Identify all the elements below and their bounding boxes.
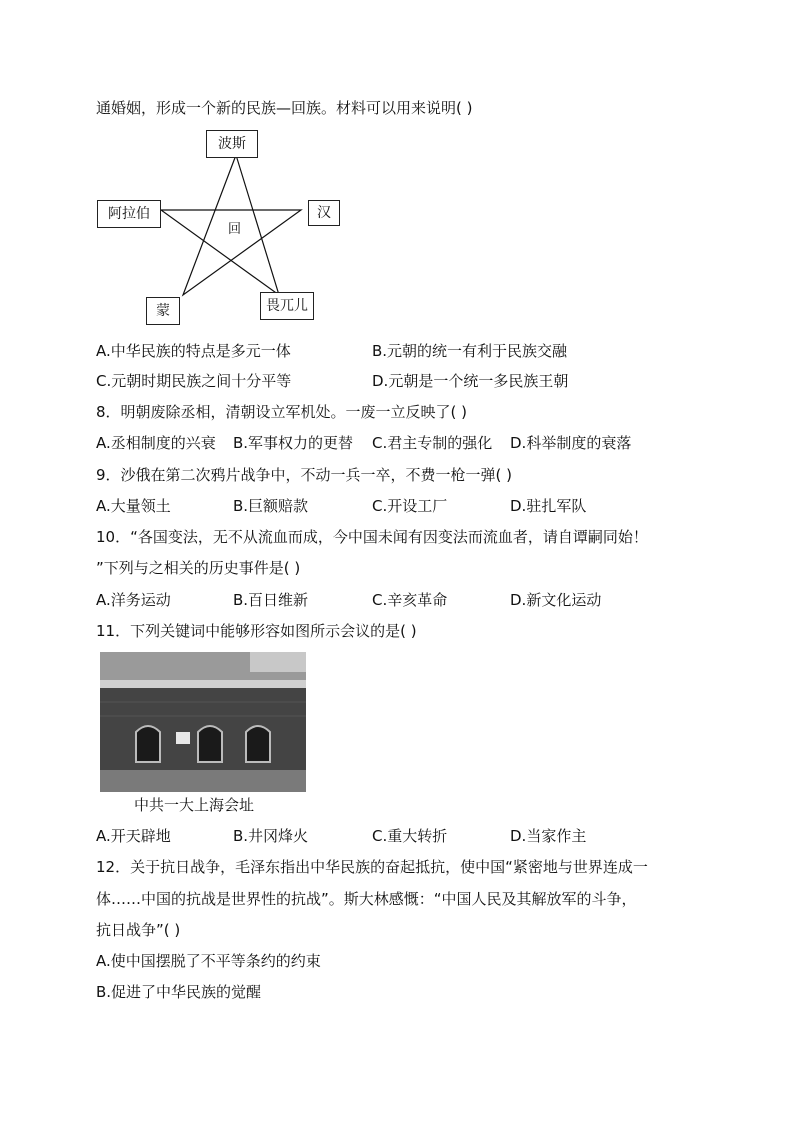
box-han: 汉 <box>308 200 340 226</box>
box-persia: 波斯 <box>206 130 258 158</box>
q7-option-d: D.元朝是一个统一多民族王朝 <box>372 372 569 390</box>
q9-option-d: D.驻扎军队 <box>510 497 587 515</box>
q10-stem-line1: 10．“各国变法，无不从流血而成，今中国未闻有因变法而流血者，请自谭嗣同始！ <box>96 528 648 546</box>
intro-text: 通婚姻，形成一个新的民族—回族。材料可以用来说明( ) <box>96 99 473 117</box>
q12-stem-line3: 抗日战争”( ) <box>96 921 181 939</box>
q11-option-d: D.当家作主 <box>510 827 587 845</box>
q8-stem: 8．明朝废除丞相，清朝设立军机处。一废一立反映了( ) <box>96 403 468 421</box>
q8-option-c: C.君主专制的强化 <box>372 434 493 452</box>
q10-stem-line2: ”下列与之相关的历史事件是( ) <box>96 559 301 577</box>
q11-option-c: C.重大转折 <box>372 827 448 845</box>
q7-option-b: B.元朝的统一有利于民族交融 <box>372 342 568 360</box>
q7-option-c: C.元朝时期民族之间十分平等 <box>96 372 292 390</box>
q10-option-b: B.百日维新 <box>233 591 309 609</box>
q7-option-a: A.中华民族的特点是多元一体 <box>96 342 291 360</box>
center-hui-label: 回 <box>228 222 242 237</box>
q12-stem-line2: 体……中国的抗战是世界性的抗战”。斯大林感慨：“中国人民及其解放军的斗争， <box>96 890 637 908</box>
congress-site-photo <box>100 652 306 792</box>
q12-option-a: A.使中国摆脱了不平等条约的约束 <box>96 952 321 970</box>
box-arab: 阿拉伯 <box>97 200 161 228</box>
q10-option-a: A.洋务运动 <box>96 591 171 609</box>
q9-option-a: A.大量领土 <box>96 497 171 515</box>
q12-option-b: B.促进了中华民族的觉醒 <box>96 983 262 1001</box>
box-mongol: 蒙 <box>146 297 180 325</box>
box-uighur: 畏兀儿 <box>260 292 314 320</box>
q10-option-d: D.新文化运动 <box>510 591 602 609</box>
q9-stem: 9．沙俄在第二次鸦片战争中，不动一兵一卒，不费一枪一弹( ) <box>96 466 513 484</box>
q9-option-c: C.开设工厂 <box>372 497 448 515</box>
q8-option-d: D.科举制度的衰落 <box>510 434 632 452</box>
q11-option-a: A.开天辟地 <box>96 827 171 845</box>
photo-caption: 中共一大上海会址 <box>134 796 255 814</box>
q10-option-c: C.辛亥革命 <box>372 591 448 609</box>
q11-option-b: B.井冈烽火 <box>233 827 309 845</box>
building-illustration <box>100 652 306 792</box>
q11-stem: 11．下列关键词中能够形容如图所示会议的是( ) <box>96 622 417 640</box>
q8-option-b: B.军事权力的更替 <box>233 434 354 452</box>
q9-option-b: B.巨额赔款 <box>233 497 309 515</box>
q12-stem-line1: 12．关于抗日战争，毛泽东指出中华民族的奋起抵抗，使中国“紧密地与世界连成一 <box>96 858 648 876</box>
q8-option-a: A.丞相制度的兴衰 <box>96 434 216 452</box>
